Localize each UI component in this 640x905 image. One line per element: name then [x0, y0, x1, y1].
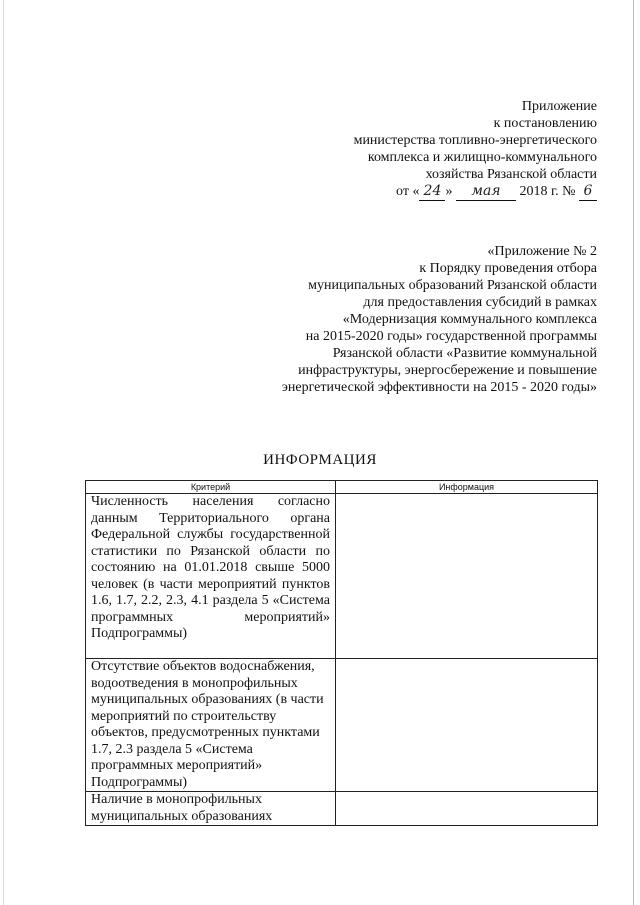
- date-prefix: от «: [396, 184, 420, 199]
- header-line: хозяйства Рязанской области: [425, 167, 597, 182]
- appendix-block: [282, 243, 597, 396]
- criterion-cell: Наличие в монопрофильных муниципальных образованиях: [86, 792, 336, 826]
- date-day-field: [419, 183, 445, 201]
- appendix-line: для предоставления субсидий в рамках: [363, 295, 597, 310]
- appendix-line: муниципальных образований Рязанской области: [308, 278, 597, 293]
- header-information: Информация: [336, 481, 598, 494]
- table-row: [86, 494, 598, 659]
- header-line: комплекса и жилищно-коммунального: [367, 150, 597, 165]
- appendix-line: «Модернизация коммунального комплекса: [342, 312, 597, 327]
- appendix-line: на 2015-2020 годы» государственной программы: [305, 329, 597, 344]
- information-cell: [336, 792, 598, 826]
- appendix-line: Рязанской области «Развитие коммунальной: [332, 346, 597, 361]
- header-date-line: [354, 183, 597, 201]
- document-title: ИНФОРМАЦИЯ: [263, 452, 377, 468]
- date-day-handwritten: 24: [423, 183, 442, 199]
- header-line: министерства топливно-энергетического: [353, 133, 597, 148]
- header-line: к постановлению: [493, 116, 597, 131]
- appendix-line: к Порядку проведения отбора: [419, 261, 597, 276]
- appendix-line: «Приложение № 2: [487, 244, 597, 259]
- date-mid: »: [445, 184, 453, 199]
- appendix-line: инфраструктуры, энергосбережение и повышение: [298, 363, 597, 378]
- table-row: [86, 659, 598, 792]
- information-cell: [336, 659, 598, 792]
- table-header-row: [86, 481, 598, 494]
- info-table: [85, 480, 598, 826]
- criterion-cell: Численность населения согласно данным Территориального органа Федеральной службы государственной статистики по Рязанской области по состоянию на 01.01.2018 свыше 5000 человек (в части мероприятий пунктов 1.6, 1.7, 2.2, 2.3, 4.1 раздела 5 «Система программных мероприятий» Подпрограммы): [86, 494, 336, 659]
- information-cell: [336, 494, 598, 659]
- date-month-handwritten: мая: [471, 183, 501, 199]
- table-row: [86, 792, 598, 826]
- doc-number-handwritten: 6: [583, 183, 593, 199]
- doc-number-field: [579, 183, 597, 201]
- appendix-line: энергетической эффективности на 2015 - 2020 годы»: [281, 380, 597, 395]
- header-criterion: Критерий: [86, 481, 336, 494]
- header-block: [354, 98, 597, 201]
- criterion-cell: Отсутствие объектов водоснабжения, водоотведения в монопрофильных муниципальных образованиях (в части мероприятий по строительству объектов, предусмотренных пунктами 1.7, 2.3 раздела 5 «Система программных мероприятий» Подпрограммы): [86, 659, 336, 792]
- date-month-field: [456, 183, 516, 201]
- date-suffix: 2018 г. №: [515, 184, 576, 199]
- header-line: Приложение: [521, 99, 597, 114]
